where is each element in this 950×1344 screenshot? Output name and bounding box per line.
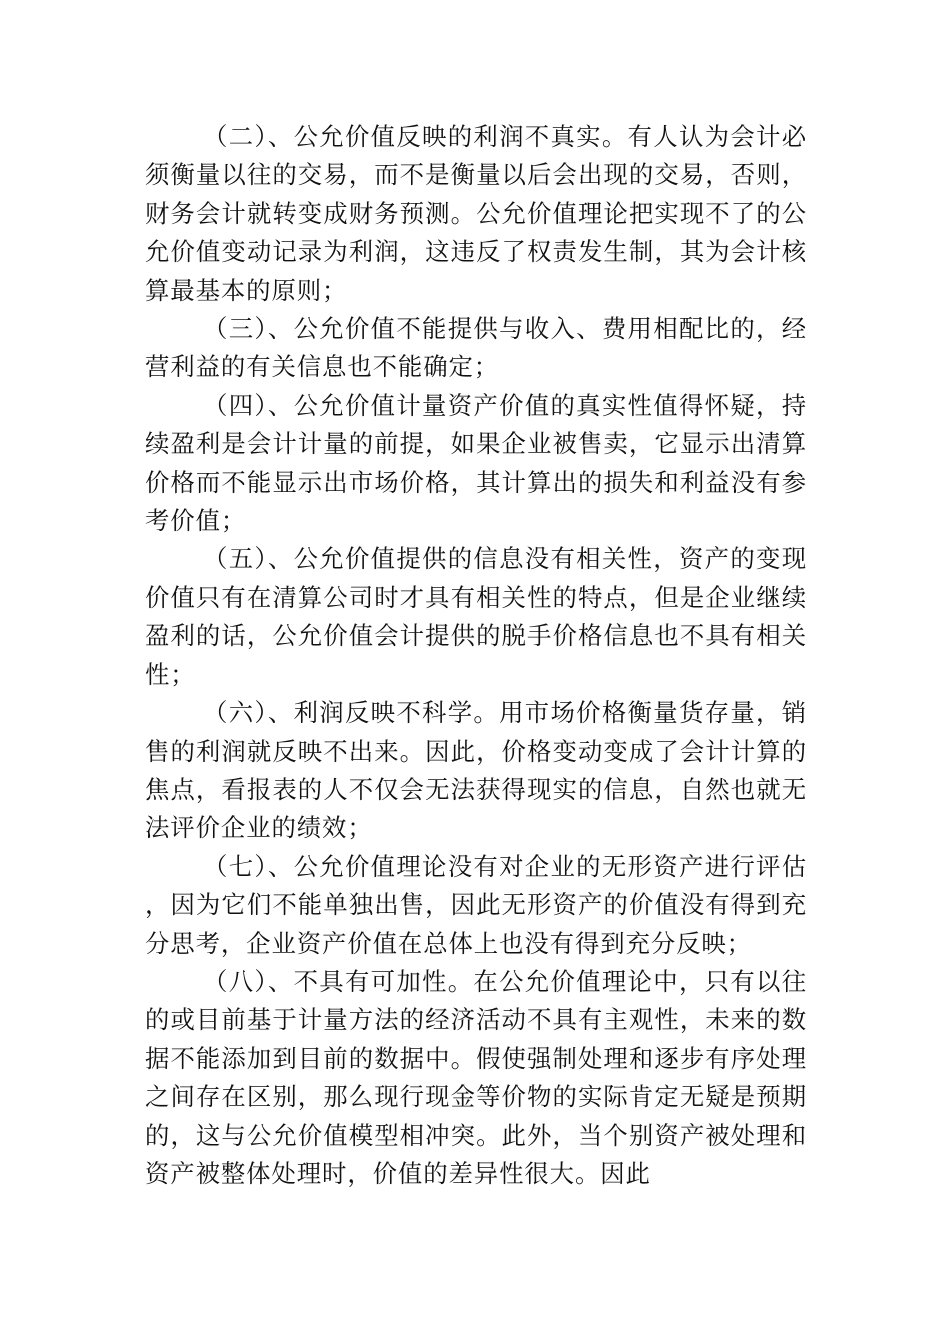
paragraph-7: （七）、公允价值理论没有对企业的无形资产进行评估，因为它们不能单独出售，因此无形资产的价值没有得到充分思考，企业资产价值在总体上也没有得到充分反映； [145,851,807,958]
paragraph-3: （三）、公允价值不能提供与收入、费用相配比的，经营利益的有关信息也不能确定； [145,314,807,382]
paragraph-8: （八）、不具有可加性。在公允价值理论中，只有以往的或目前基于计量方法的经济活动不具有主观性，未来的数据不能添加到目前的数据中。假使强制处理和逐步有序处理之间存在区别，那么现行现金等价物的实际肯定无疑是预期的，这与公允价值模型相冲突。此外，当个别资产被处理和资产被整体处理时，价值的差异性很大。因此 [145,966,807,1188]
document-body [145,118,807,1193]
paragraph-6: （六）、利润反映不科学。用市场价格衡量货存量，销售的利润就反映不出来。因此，价格变动变成了会计计算的焦点，看报表的人不仅会无法获得现实的信息，自然也就无法评价企业的绩效； [145,698,807,843]
paragraph-4: （四）、公允价值计量资产价值的真实性值得怀疑，持续盈利是会计计量的前提，如果企业被售卖，它显示出清算价格而不能显示出市场价格，其计算出的损失和利益没有参考价值； [145,390,807,536]
paragraph-5: （五）、公允价值提供的信息没有相关性，资产的变现价值只有在清算公司时才具有相关性的特点，但是企业继续盈利的话，公允价值会计提供的脱手价格信息也不具有相关性； [145,544,807,689]
paragraph-2: （二）、公允价值反映的利润不真实。有人认为会计必须衡量以往的交易，而不是衡量以后会出现的交易，否则，财务会计就转变成财务预测。公允价值理论把实现不了的公允价值变动记录为利润，这违反了权责发生制，其为会计核算最基本的原则； [145,122,807,305]
